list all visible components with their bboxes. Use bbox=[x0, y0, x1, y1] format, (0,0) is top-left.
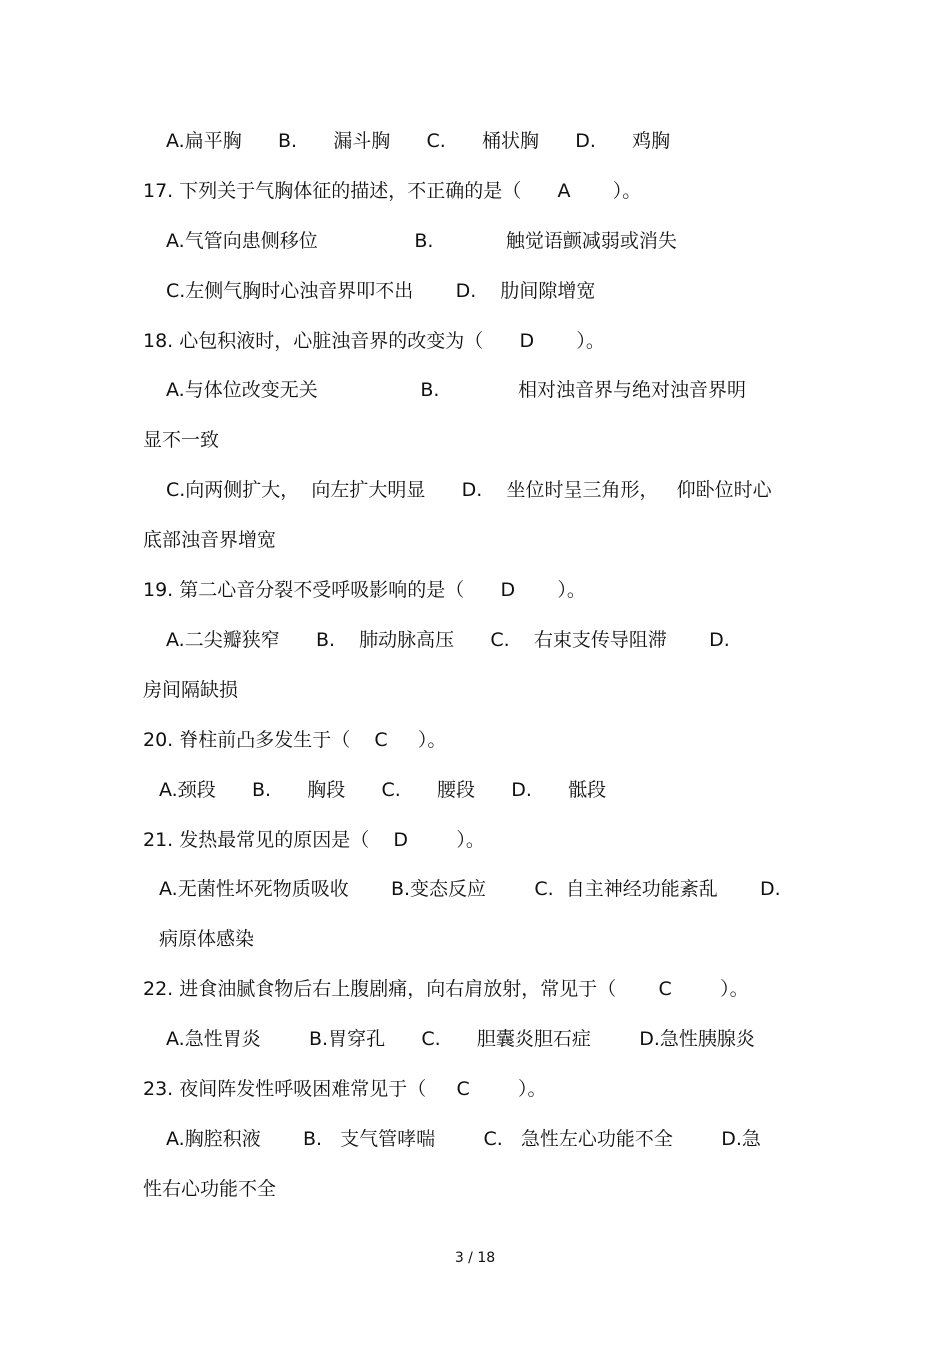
page-number: 3 / 18 bbox=[454, 1250, 496, 1266]
q22-stem: 22. 进食油腻食物后右上腹剧痛，向右肩放射，常见于（ C ）。 bbox=[143, 978, 749, 1000]
q17-options-ab: A.气管向患侧移位 B. 触觉语颤减弱或消失 bbox=[166, 230, 677, 252]
q21-options: A.无菌性坏死物质吸收 B.变态反应 C. 自主神经功能紊乱 D. bbox=[159, 878, 781, 900]
q17-options-cd: C.左侧气胸时心浊音界叩不出 D. 肋间隙增宽 bbox=[166, 280, 596, 302]
q19-stem: 19. 第二心音分裂不受呼吸影响的是（ D ）。 bbox=[143, 579, 586, 601]
q23-stem: 23. 夜间阵发性呼吸困难常见于（ C ）。 bbox=[143, 1078, 547, 1100]
q20-stem: 20. 脊柱前凸多发生于（ C ）。 bbox=[143, 729, 447, 751]
q22-options: A.急性胃炎 B.胃穿孔 C. 胆囊炎胆石症 D.急性胰腺炎 bbox=[166, 1028, 755, 1050]
q23-options: A.胸腔积液 B. 支气管哮喘 C. 急性左心功能不全 D.急 bbox=[166, 1128, 761, 1150]
q18-stem: 18. 心包积液时，心脏浊音界的改变为（ D ）。 bbox=[143, 330, 605, 352]
q18-options-cd: C.向两侧扩大， 向左扩大明显 D. 坐位时呈三角形， 仰卧位时心 bbox=[166, 479, 772, 501]
q18-options-cd-wrap: 底部浊音界增宽 bbox=[143, 529, 277, 551]
q17-stem: 17. 下列关于气胸体征的描述，不正确的是（ A ）。 bbox=[143, 180, 642, 202]
q18-options-ab-wrap: 显不一致 bbox=[143, 429, 220, 451]
q23-options-wrap: 性右心功能不全 bbox=[143, 1178, 277, 1200]
q19-options: A.二尖瓣狭窄 B. 肺动脉高压 C. 右束支传导阻滞 D. bbox=[166, 629, 730, 651]
q18-options-ab: A.与体位改变无关 B. 相对浊音界与绝对浊音界明 bbox=[166, 379, 746, 401]
q20-options: A.颈段 B. 胸段 C. 腰段 D. 骶段 bbox=[159, 779, 607, 801]
q21-options-wrap: 病原体感染 bbox=[159, 928, 255, 950]
q19-options-wrap: 房间隔缺损 bbox=[143, 679, 239, 701]
q16-options: A.扁平胸 B. 漏斗胸 C. 桶状胸 D. 鸡胸 bbox=[166, 130, 671, 152]
q21-stem: 21. 发热最常见的原因是（ D ）。 bbox=[143, 829, 485, 851]
